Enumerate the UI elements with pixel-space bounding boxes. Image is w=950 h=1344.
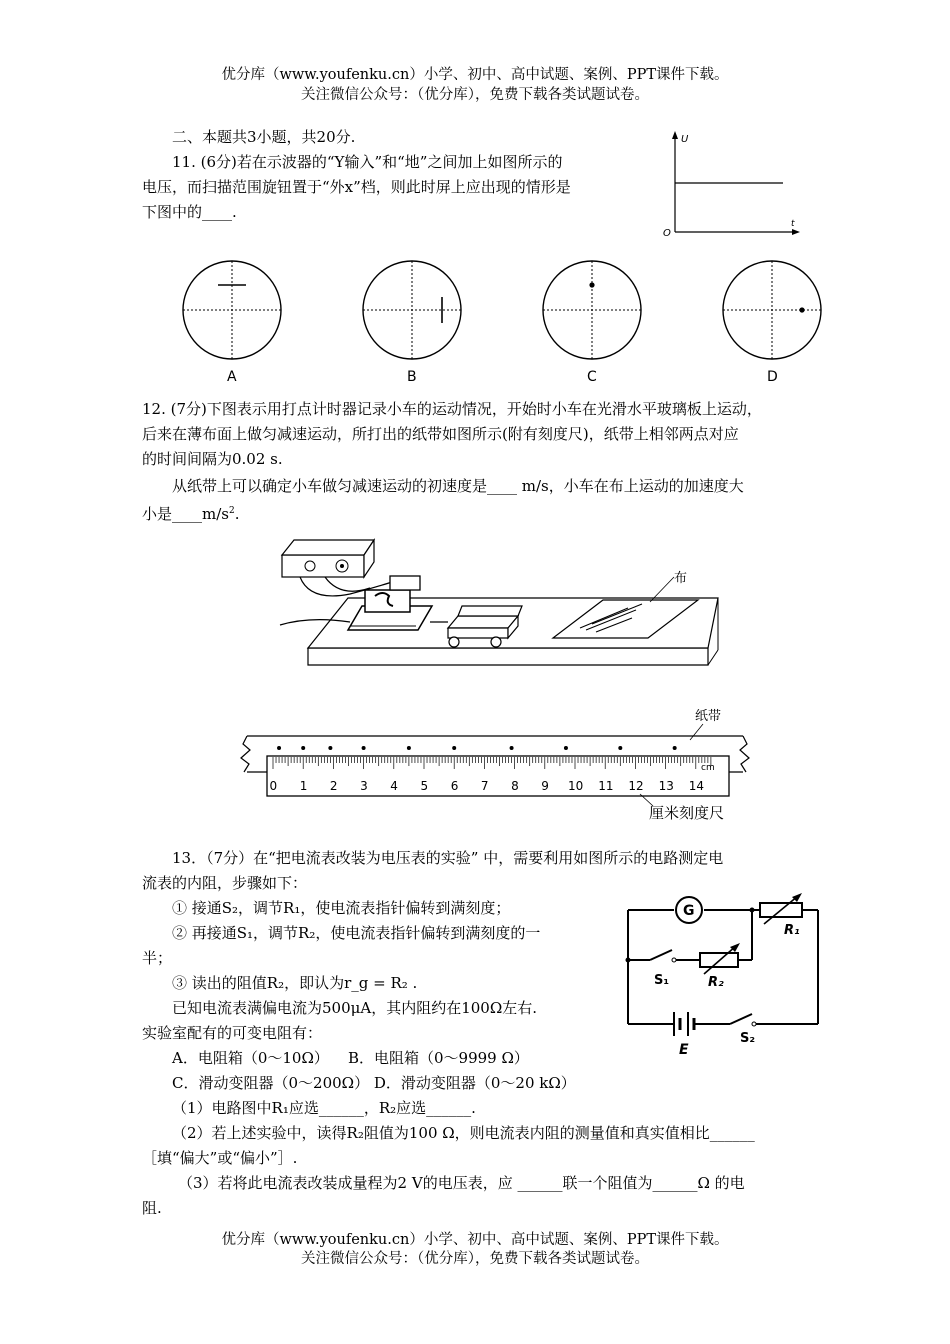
q13-sub-3b: 阻.: [142, 1199, 162, 1217]
ruler-number: 4: [390, 779, 398, 793]
tape-dot: [618, 746, 622, 750]
option-c-label: C: [587, 369, 597, 385]
q12-line-1: 12. (7分)下图表示用打点计时器记录小车的运动情况，开始时小车在光滑水平玻璃板上运动，: [142, 400, 762, 418]
section-title: 二、本题共3小题，共20分.: [172, 128, 356, 146]
q13-step-2a: ② 再接通S₁，调节R₂，使电流表指针偏转到满刻度的一: [172, 924, 541, 942]
ruler-label: 厘米刻度尺: [649, 804, 725, 822]
tape-dot: [362, 746, 366, 750]
q13-step-3: ③ 读出的阻值R₂，即认为r_g = R₂ .: [172, 974, 418, 992]
ruler-numbers: [270, 779, 705, 793]
galvanometer-label: G: [683, 903, 695, 919]
screen-c[interactable]: [543, 261, 641, 385]
ruler-number: 13: [658, 779, 674, 793]
q13-sub-2a: （2）若上述实验中，读得R₂阻值为100 Ω，则电流表内阻的测量值和真实值相比______: [172, 1124, 755, 1142]
q13-line-2: 流表的内阻，步骤如下：: [142, 874, 308, 892]
q13-sub-3a: （3）若将此电流表改装成量程为2 V的电压表，应 ______联一个阻值为______Ω 的电: [178, 1174, 745, 1192]
s2-label: S₂: [740, 1031, 756, 1046]
graph-y-label: U: [681, 134, 689, 145]
header-line-2: 关注微信公众号：（优分库），免费下载各类试题试卷。: [301, 87, 649, 103]
option-b-label: B: [407, 369, 417, 385]
ruler-number: 1: [299, 779, 308, 793]
ruler-number: 6: [450, 779, 459, 793]
ruler-number: 14: [688, 779, 705, 793]
header-line-1: 优分库（www.youfenku.cn）小学、初中、高中试题、案例、PPT课件下载。: [221, 67, 729, 83]
s1-label: S₁: [654, 973, 670, 988]
q12-apparatus: [270, 530, 720, 675]
q13-step-2b: 半；: [142, 949, 173, 967]
footer-line-1: 优分库（www.youfenku.cn）小学、初中、高中试题、案例、PPT课件下载。: [221, 1232, 729, 1248]
screen-d[interactable]: [723, 261, 821, 385]
cloth-label: 布: [674, 571, 688, 586]
tape-label: 纸带: [695, 709, 722, 724]
q13-known-2: 实验室配有的可变电阻有：: [142, 1024, 323, 1042]
q12-unit-exponent: 2: [228, 506, 235, 516]
q13-step-1: ① 接通S₂，调节R₁，使电流表指针偏转到满刻度；: [172, 899, 511, 917]
tape-dot: [452, 746, 456, 750]
tape-dot: [673, 746, 677, 750]
tape-dot: [407, 746, 411, 750]
q12-line-3: 的时间间隔为0.02 s.: [142, 450, 283, 468]
graph-x-label: t: [791, 219, 795, 229]
q13-line-1: 13．（7分）在“把电流表改装为电压表的实验” 中，需要利用如图所示的电路测定电: [172, 849, 724, 867]
screen-a[interactable]: [183, 261, 281, 385]
option-a-label: A: [227, 369, 237, 385]
q13-circuit: [612, 890, 832, 1060]
screen-b[interactable]: [363, 261, 461, 385]
ruler-number: 9: [541, 779, 549, 793]
tape-dot: [328, 746, 332, 750]
ruler-number: 8: [511, 779, 519, 793]
q12-line-4: 从纸带上可以确定小车做匀减速运动的初速度是____ m/s，小车在布上运动的加速度大: [172, 477, 744, 495]
q12-line-5-end: .: [234, 505, 240, 523]
option-d-label: D: [767, 369, 778, 385]
ruler-number: 10: [568, 779, 584, 793]
ruler-number: 12: [628, 779, 644, 793]
footer-line-2: 关注微信公众号：（优分库），免费下载各类试题试卷。: [301, 1251, 649, 1267]
ruler-number: 7: [480, 779, 489, 793]
ruler-number: 0: [269, 779, 278, 793]
q13-known-1: 已知电流表满偏电流为500μA，其内阻约在100Ω左右.: [172, 999, 538, 1017]
q12-tape-ruler: [235, 700, 755, 825]
q11-screen-options: [170, 255, 840, 390]
q13-options-ab: A．电阻箱（0～10Ω） B．电阻箱（0～9999 Ω）: [172, 1049, 529, 1067]
q12-line-5: [142, 499, 240, 527]
battery-label: E: [679, 1042, 689, 1058]
r2-label: R₂: [708, 975, 724, 990]
q13-sub-1: （1）电路图中R₁应选______，R₂应选______.: [172, 1099, 476, 1117]
q11-line-3: 下图中的____.: [142, 203, 237, 221]
tape-dot: [301, 746, 305, 750]
tape-dot: [277, 746, 281, 750]
tape-dots: [277, 746, 677, 750]
ruler-number: 5: [420, 779, 429, 793]
q12-line-2: 后来在薄布面上做匀减速运动，所打出的纸带如图所示(附有刻度尺)，纸带上相邻两点对应: [142, 425, 739, 443]
tape-dot: [564, 746, 568, 750]
ruler-number: 3: [360, 779, 368, 793]
tape-dot: [510, 746, 514, 750]
q13-sub-2b: ［填“偏大”或“偏小”］.: [142, 1149, 298, 1167]
graph-origin-label: O: [663, 228, 671, 239]
q12-line-5-text: 小是____m/s: [142, 505, 229, 523]
ruler-unit: cm: [701, 763, 715, 773]
r1-label: R₁: [784, 923, 800, 938]
q11-voltage-graph: [655, 128, 805, 240]
q11-line-1: 11. (6分)若在示波器的“Y输入”和“地”之间加上如图所示的: [172, 153, 563, 171]
q13-options-cd: C．滑动变阻器（0～200Ω） D．滑动变阻器（0～20 kΩ）: [172, 1074, 576, 1092]
q11-line-2: 电压，而扫描范围旋钮置于“外x”档，则此时屏上应出现的情形是: [142, 178, 571, 196]
ruler-number: 2: [329, 779, 338, 793]
ruler-number: 11: [598, 779, 614, 793]
